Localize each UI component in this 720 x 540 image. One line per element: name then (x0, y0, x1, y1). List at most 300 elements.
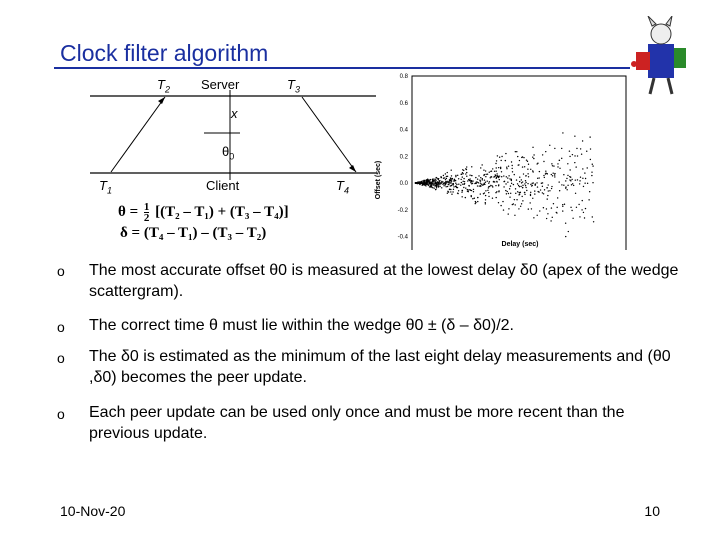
scatter-point (446, 182, 447, 183)
scatter-point (532, 156, 533, 157)
scatter-point (462, 169, 463, 170)
scatter-point (585, 178, 586, 179)
scatter-point (498, 191, 499, 192)
scatter-point (456, 184, 457, 185)
request-arrow (111, 97, 165, 172)
scatter-point (466, 169, 467, 170)
scatter-point (507, 181, 508, 182)
scatter-point (450, 180, 451, 181)
scatter-point (571, 184, 572, 185)
scatter-point (447, 193, 448, 194)
scatter-point (425, 185, 426, 186)
scatter-point (545, 173, 546, 174)
scatter-point (553, 203, 554, 204)
scatter-point (579, 183, 580, 184)
scatter-point (581, 209, 582, 210)
scatter-point (493, 176, 494, 177)
scatter-point (458, 178, 459, 179)
scatter-point (522, 187, 523, 188)
y-tick-label: 0.4 (399, 127, 408, 134)
scatter-point (552, 172, 553, 173)
scatter-point (553, 165, 554, 166)
scatter-point (542, 186, 543, 187)
scatter-point (485, 170, 486, 171)
client-label: Client (206, 178, 240, 193)
scatter-point (495, 185, 496, 186)
scatter-point (430, 183, 431, 184)
scatter-point (549, 145, 550, 146)
scatter-point (522, 200, 523, 201)
scatter-point (530, 195, 531, 196)
scatter-point (572, 154, 573, 155)
scatter-point (450, 191, 451, 192)
scatter-point (462, 173, 463, 174)
scatter-point (455, 176, 456, 177)
scatter-point (556, 207, 557, 208)
scatter-point (548, 184, 549, 185)
scatter-point (544, 189, 545, 190)
scatter-point (548, 190, 549, 191)
scatter-point (496, 178, 497, 179)
scatter-point (519, 186, 520, 187)
scatter-point (469, 180, 470, 181)
scatter-point (463, 187, 464, 188)
scatter-point (415, 182, 416, 183)
scatter-point (545, 151, 546, 152)
scatter-point (472, 198, 473, 199)
scatter-point (484, 192, 485, 193)
scatter-point (530, 184, 531, 185)
scatter-point (572, 183, 573, 184)
scatter-point (559, 190, 560, 191)
scatter-point (521, 203, 522, 204)
scatter-plot-area (412, 76, 626, 250)
scatter-point (537, 163, 538, 164)
scatter-point (451, 169, 452, 170)
scatter-point (587, 183, 588, 184)
scatter-point (421, 182, 422, 183)
scatter-point (451, 175, 452, 176)
scatter-point (537, 186, 538, 187)
scatter-point (570, 177, 571, 178)
scatter-point (485, 202, 486, 203)
scatter-point (516, 199, 517, 200)
y-tick-labels (398, 74, 409, 250)
scatter-point (566, 189, 567, 190)
scatter-point (502, 201, 503, 202)
scatter-point (515, 188, 516, 189)
scatter-point (481, 184, 482, 185)
scatter-point (445, 186, 446, 187)
scatter-point (440, 176, 441, 177)
scatter-point (585, 208, 586, 209)
scatter-point (471, 183, 472, 184)
scatter-point (557, 166, 558, 167)
scatter-point (584, 217, 585, 218)
scatter-point (525, 182, 526, 183)
scatter-point (461, 182, 462, 183)
scatter-point (582, 200, 583, 201)
scatter-point (458, 183, 459, 184)
scatter-point (468, 185, 469, 186)
scatter-point (511, 179, 512, 180)
scatter-point (443, 178, 444, 179)
scatter-point (499, 179, 500, 180)
scatter-point (546, 218, 547, 219)
scatter-point (495, 197, 496, 198)
response-arrow (302, 97, 356, 172)
scatter-point (508, 175, 509, 176)
scatter-point (569, 169, 570, 170)
scatter-point (466, 172, 467, 173)
scatter-point (543, 193, 544, 194)
scatter-point (485, 199, 486, 200)
scatter-point (528, 176, 529, 177)
scatter-point (499, 175, 500, 176)
scatter-point (489, 186, 490, 187)
scatter-point (496, 160, 497, 161)
scatter-point (447, 176, 448, 177)
scatter-point (498, 177, 499, 178)
scatter-point (501, 176, 502, 177)
scatter-point (554, 176, 555, 177)
scatter-point (531, 185, 532, 186)
scatter-point (584, 172, 585, 173)
scatter-point (469, 178, 470, 179)
scatter-point (433, 183, 434, 184)
scatter-point (592, 182, 593, 183)
scatter-point (430, 187, 431, 188)
scatter-point (542, 182, 543, 183)
scatter-point (509, 188, 510, 189)
scatter-point (436, 177, 437, 178)
scatter-point (525, 185, 526, 186)
t4-label: $T_4$ (336, 178, 349, 196)
scatter-point (496, 175, 497, 176)
scatter-point (552, 217, 553, 218)
scatter-point (532, 147, 533, 148)
scatter-point (528, 164, 529, 165)
scatter-point (473, 191, 474, 192)
scatter-point (429, 181, 430, 182)
scatter-point (519, 192, 520, 193)
scatter-point (549, 190, 550, 191)
scatter-point (429, 179, 430, 180)
scatter-point (538, 177, 539, 178)
bullet-marker-3: o (57, 350, 65, 366)
scatter-point (573, 185, 574, 186)
scatter-point (565, 223, 566, 224)
scatter-point (444, 177, 445, 178)
scatter-point (453, 181, 454, 182)
scatter-point (569, 150, 570, 151)
scatter-point (439, 184, 440, 185)
scatter-point (508, 193, 509, 194)
scatter-point (455, 175, 456, 176)
scatter-point (484, 174, 485, 175)
scatter-point (500, 160, 501, 161)
t3-label: $T_3$ (287, 77, 300, 95)
scatter-point (520, 186, 521, 187)
scatter-point (565, 180, 566, 181)
scatter-point (541, 183, 542, 184)
scatter-point (464, 181, 465, 182)
y-tick-label: 0.0 (399, 181, 408, 187)
scatter-point (450, 182, 451, 183)
mascot-logo-icon (630, 16, 692, 98)
scatter-point (460, 179, 461, 180)
scatter-point (484, 184, 485, 185)
scatter-point (452, 178, 453, 179)
scatter-point (452, 183, 453, 184)
scatter-point (465, 187, 466, 188)
scatter-point (488, 196, 489, 197)
scatter-point (466, 166, 467, 167)
scatter-point (457, 192, 458, 193)
scatter-point (485, 182, 486, 183)
scatter-point (457, 175, 458, 176)
theta0-label: $\theta_0$ (222, 144, 235, 162)
scatter-xlabel: Delay (sec) (501, 241, 539, 248)
scatter-point (466, 176, 467, 177)
scatter-point (518, 208, 519, 209)
scatter-point (575, 193, 576, 194)
scatter-point (550, 220, 551, 221)
scatter-point (477, 178, 478, 179)
footer-date: 10-Nov-20 (60, 503, 126, 519)
bullet-marker-2: o (57, 319, 65, 335)
scatter-point (497, 155, 498, 156)
scatter-point (438, 186, 439, 187)
scatter-point (582, 168, 583, 169)
scatter-point (533, 154, 534, 155)
theta-equation: θ = $\frac{1}{2}$ [(T₂ – T₁) + (T₃ – T₄)] (118, 201, 289, 224)
scatter-point (428, 183, 429, 184)
scatter-point (537, 215, 538, 216)
scatter-point (508, 213, 509, 214)
scatter-point (546, 208, 547, 209)
scatter-point (519, 181, 520, 182)
delta-equation: δ = (T₄ – T₁) – (T₃ – T₂) (120, 225, 267, 241)
scatter-point (432, 187, 433, 188)
scatter-point (450, 178, 451, 179)
scatter-point (522, 181, 523, 182)
scatter-point (524, 166, 525, 167)
scatter-point (567, 175, 568, 176)
scatter-point (591, 171, 592, 172)
scatter-point (436, 187, 437, 188)
scatter-point (438, 178, 439, 179)
scatter-point (477, 197, 478, 198)
scatter-point (576, 148, 577, 149)
y-tick-label: -0.2 (397, 207, 408, 214)
scatter-point (417, 182, 418, 183)
scatter-point (438, 180, 439, 181)
scatter-point (557, 197, 558, 198)
scatter-point (453, 189, 454, 190)
scatter-point (590, 148, 591, 149)
bullet-marker-1: o (57, 263, 65, 279)
scatter-point (480, 180, 481, 181)
scatter-point (505, 153, 506, 154)
scatter-point (521, 196, 522, 197)
scatter-point (446, 181, 447, 182)
scatter-point (498, 176, 499, 177)
scatter-point (581, 153, 582, 154)
scatter-point (485, 176, 486, 177)
scatter-point (480, 186, 481, 187)
scatter-point (579, 180, 580, 181)
scatter-point (527, 161, 528, 162)
scatter-point (551, 207, 552, 208)
scatter-point (480, 193, 481, 194)
scatter-point (522, 185, 523, 186)
scatter-point (423, 181, 424, 182)
scatter-point (565, 188, 566, 189)
scatter-point (485, 195, 486, 196)
scatter-point (448, 184, 449, 185)
y-tick-label: 0.8 (399, 74, 408, 80)
scatter-point (509, 178, 510, 179)
scatter-point (503, 186, 504, 187)
scatter-point (532, 198, 533, 199)
scatter-point (451, 194, 452, 195)
scatter-point (516, 179, 517, 180)
scatter-point (543, 161, 544, 162)
scatter-point (571, 210, 572, 211)
scatter-point (554, 148, 555, 149)
scatter-point (552, 165, 553, 166)
scatter-point (535, 183, 536, 184)
scatter-point (511, 165, 512, 166)
t2-label: $T_2$ (157, 77, 170, 95)
scatter-point (523, 173, 524, 174)
scatter-point (559, 168, 560, 169)
scatter-point (505, 160, 506, 161)
scatter-point (445, 179, 446, 180)
scatter-point (511, 161, 512, 162)
scatter-point (536, 182, 537, 183)
scatter-point (537, 191, 538, 192)
scatter-point (448, 182, 449, 183)
scatter-point (481, 164, 482, 165)
scatter-point (530, 192, 531, 193)
y-tick-label: -0.4 (397, 234, 408, 241)
scatter-point (489, 181, 490, 182)
scatter-point (475, 177, 476, 178)
scatter-point (478, 175, 479, 176)
scatter-point (574, 162, 575, 163)
scatter-point (483, 169, 484, 170)
scatter-point (562, 206, 563, 207)
scatter-point (574, 135, 575, 136)
scatter-point (580, 177, 581, 178)
scatter-point (547, 213, 548, 214)
scatter-point (468, 191, 469, 192)
scatter-point (532, 170, 533, 171)
scatter-point (488, 187, 489, 188)
scatter-point (485, 190, 486, 191)
scatter-point (539, 171, 540, 172)
scatter-point (447, 191, 448, 192)
scatter-point (561, 148, 562, 149)
scatter-point (478, 182, 479, 183)
scatter-point (495, 163, 496, 164)
scatter-point (468, 189, 469, 190)
scatter-point (527, 173, 528, 174)
scatter-point (442, 181, 443, 182)
scatter-point (506, 168, 507, 169)
scatter-point (447, 172, 448, 173)
scatter-point (482, 179, 483, 180)
scatter-point (515, 193, 516, 194)
t1-label: $T_1$ (99, 178, 112, 196)
scatter-point (463, 178, 464, 179)
scatter-point (432, 183, 433, 184)
scatter-point (519, 160, 520, 161)
scatter-point (551, 174, 552, 175)
scatter-point (484, 179, 485, 180)
scatter-point (518, 164, 519, 165)
scatter-point (435, 180, 436, 181)
scatter-point (460, 184, 461, 185)
scatter-point (567, 185, 568, 186)
scatter-point (559, 160, 560, 161)
scatter-point (565, 186, 566, 187)
scatter-point (445, 181, 446, 182)
scatter-point (523, 157, 524, 158)
scatter-point (477, 201, 478, 202)
scatter-point (508, 208, 509, 209)
scatter-point (462, 190, 463, 191)
scatter-point (521, 157, 522, 158)
scatter-point (513, 184, 514, 185)
scatter-point (498, 185, 499, 186)
scatter-point (525, 180, 526, 181)
timing-diagram (80, 70, 410, 250)
bullet-marker-4: o (57, 406, 65, 422)
scatter-point (496, 167, 497, 168)
scatter-point (517, 156, 518, 157)
scatter-point (518, 185, 519, 186)
scatter-point (461, 196, 462, 197)
scatter-point (489, 172, 490, 173)
scatter-point (462, 184, 463, 185)
scatter-point (468, 179, 469, 180)
scatter-point (521, 179, 522, 180)
scatter-point (567, 163, 568, 164)
bullet-text-4: Each peer update can be used only once and must be more recent than the previous update. (89, 404, 625, 442)
scatter-point (504, 181, 505, 182)
scatter-point (509, 196, 510, 197)
scatter-point (524, 183, 525, 184)
scatter-point (532, 183, 533, 184)
scatter-point (465, 197, 466, 198)
scatter-point (506, 176, 507, 177)
scatter-point (554, 173, 555, 174)
scatter-point (551, 188, 552, 189)
scatter-point (488, 192, 489, 193)
scatter-point (495, 192, 496, 193)
scatter-point (533, 217, 534, 218)
scatter-point (455, 180, 456, 181)
scatter-point (487, 181, 488, 182)
scatter-point (511, 183, 512, 184)
scatter-point (501, 171, 502, 172)
scatter-point (471, 166, 472, 167)
server-label: Server (201, 77, 240, 92)
scatter-point (488, 183, 489, 184)
